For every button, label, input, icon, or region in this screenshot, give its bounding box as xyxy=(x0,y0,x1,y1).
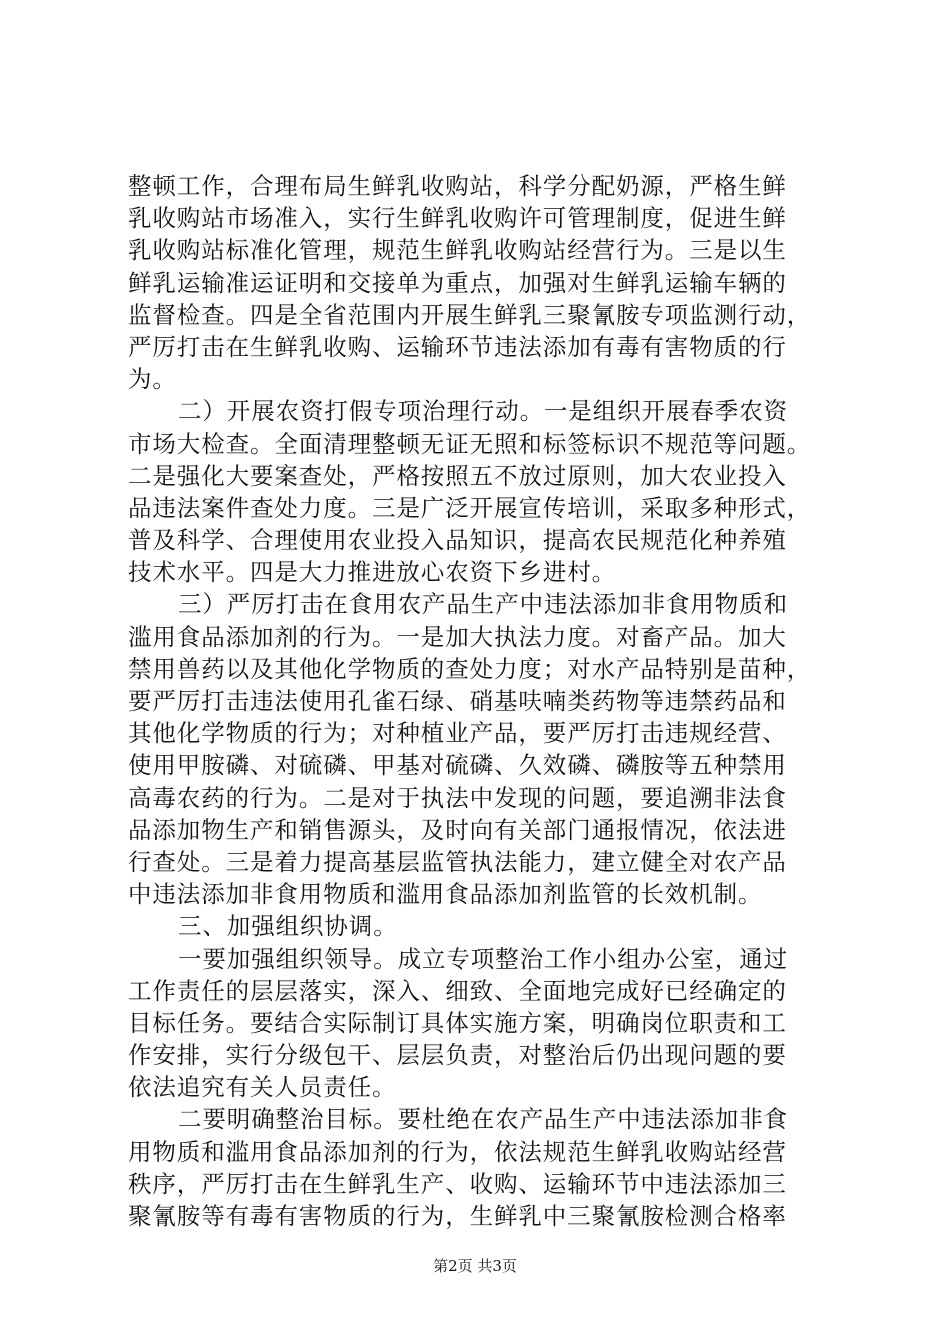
text-line: 工作责任的层层落实，深入、细致、全面地完成好已经确定的 xyxy=(128,976,787,1005)
text-line: 普及科学、合理使用农业投入品知识，提高农民规范化种养殖 xyxy=(128,526,787,555)
text-line: 乳收购站市场准入，实行生鲜乳收购许可管理制度，促进生鲜 xyxy=(128,204,787,233)
text-line: 品添加物生产和销售源头，及时向有关部门通报情况，依法进 xyxy=(128,815,787,844)
text-line: 依法追究有关人员责任。 xyxy=(128,1073,397,1102)
text-line: 聚氰胺等有毒有害物质的行为，生鲜乳中三聚氰胺检测合格率 xyxy=(128,1202,787,1230)
text-line: 二要明确整治目标。要杜绝在农产品生产中违法添加非食 xyxy=(178,1105,788,1134)
text-line: 其他化学物质的行为；对种植业产品，要严厉打击违规经营、 xyxy=(128,719,787,748)
text-line: 一要加强组织领导。成立专项整治工作小组办公室，通过 xyxy=(178,944,788,973)
page-footer: 第2页 共3页 xyxy=(433,1257,517,1275)
body-text xyxy=(128,170,828,1232)
text-line: 品违法案件查处力度。三是广泛开展宣传培训，采取多种形式， xyxy=(128,493,812,522)
text-line: 目标任务。要结合实际制订具体实施方案，明确岗位职责和工 xyxy=(128,1008,787,1037)
text-line: 三）严厉打击在食用农产品生产中违法添加非食用物质和 xyxy=(178,590,788,619)
text-line: 严厉打击在生鲜乳收购、运输环节违法添加有毒有害物质的行 xyxy=(128,332,787,361)
text-line: 鲜乳运输准运证明和交接单为重点，加强对生鲜乳运输车辆的 xyxy=(128,268,787,297)
text-line: 市场大检查。全面清理整顿无证无照和标签标识不规范等问题。 xyxy=(128,429,812,458)
text-line: 使用甲胺磷、对硫磷、甲基对硫磷、久效磷、磷胺等五种禁用 xyxy=(128,751,787,780)
text-line: 三、加强组织协调。 xyxy=(178,912,398,941)
text-line: 要严厉打击违法使用孔雀石绿、硝基呋喃类药物等违禁药品和 xyxy=(128,687,787,715)
text-line: 禁用兽药以及其他化学物质的查处力度；对水产品特别是苗种， xyxy=(128,654,812,683)
text-line: 技术水平。四是大力推进放心农资下乡进村。 xyxy=(128,558,616,587)
text-line: 作安排，实行分级包干、层层负责，对整治后仍出现问题的要 xyxy=(128,1041,787,1070)
text-line: 中违法添加非食用物质和滥用食品添加剂监管的长效机制。 xyxy=(128,880,763,909)
text-line: 行查处。三是着力提高基层监管执法能力，建立健全对农产品 xyxy=(128,847,787,876)
text-line: 秩序，严厉打击在生鲜乳生产、收购、运输环节中违法添加三 xyxy=(128,1169,787,1198)
text-line: 整顿工作，合理布局生鲜乳收购站，科学分配奶源，严格生鲜 xyxy=(128,172,787,200)
text-line: 二）开展农资打假专项治理行动。一是组织开展春季农资 xyxy=(178,397,788,426)
text-line: 滥用食品添加剂的行为。一是加大执法力度。对畜产品。加大 xyxy=(128,622,787,651)
text-line: 乳收购站标准化管理，规范生鲜乳收购站经营行为。三是以生 xyxy=(128,236,787,265)
text-line: 监督检查。四是全省范围内开展生鲜乳三聚氰胺专项监测行动， xyxy=(128,300,812,329)
text-line: 二是强化大要案查处，严格按照五不放过原则，加大农业投入 xyxy=(128,461,787,490)
text-line: 高毒农药的行为。二是对于执法中发现的问题，要追溯非法食 xyxy=(128,783,787,812)
text-line: 为。 xyxy=(128,365,177,394)
text-line: 用物质和滥用食品添加剂的行为，依法规范生鲜乳收购站经营 xyxy=(128,1137,787,1166)
